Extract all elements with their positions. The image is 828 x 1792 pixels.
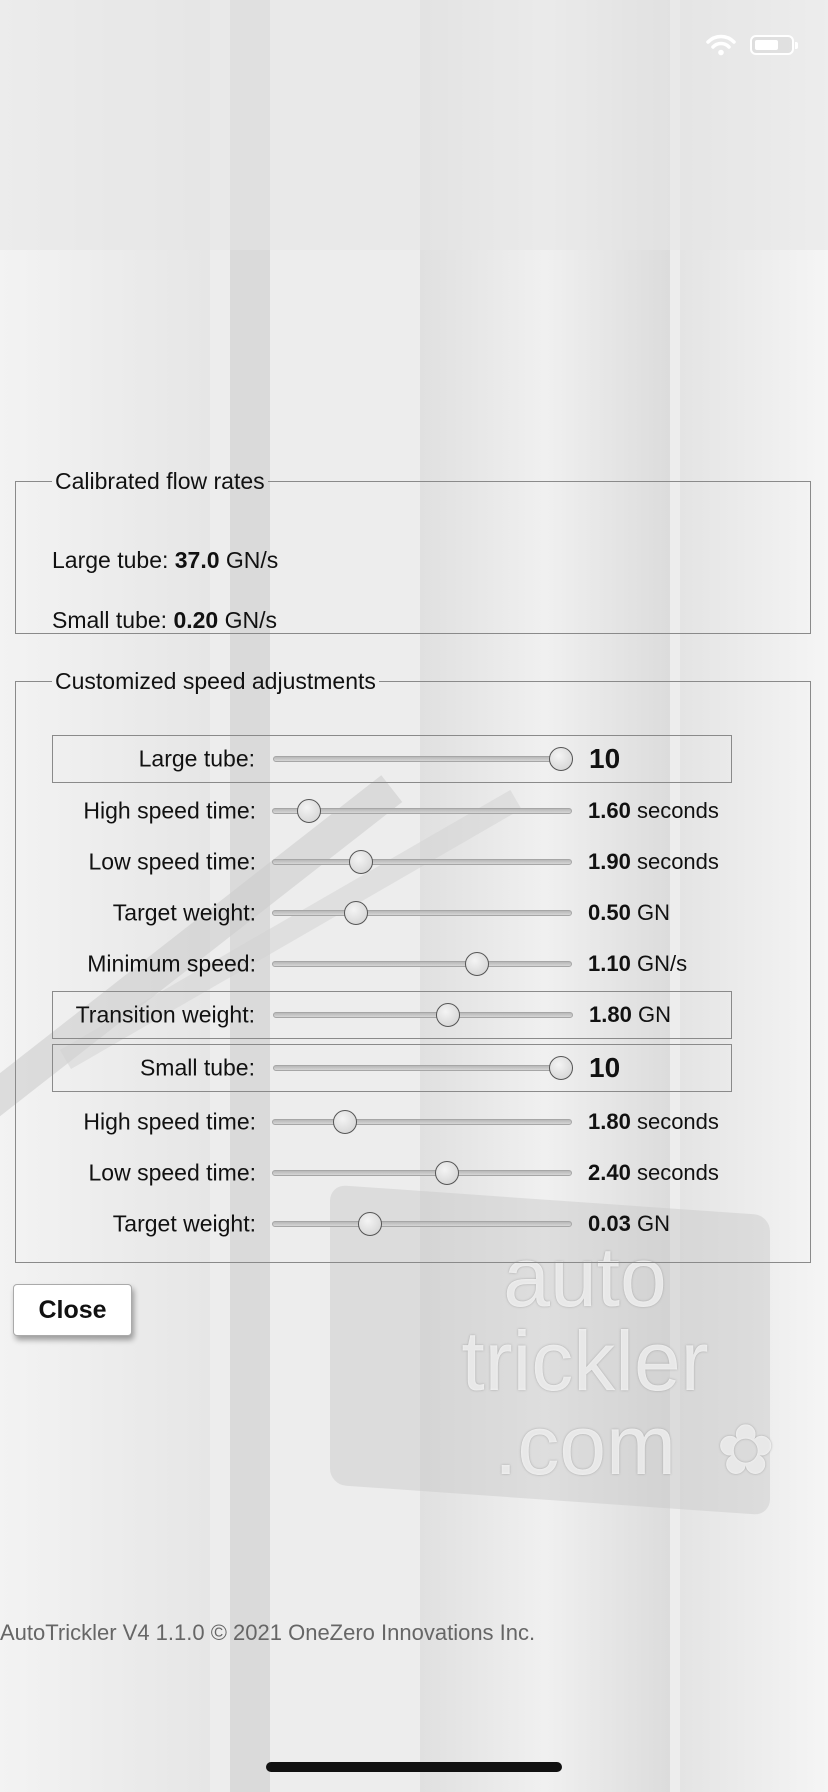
slider-track[interactable] (273, 756, 573, 762)
slider-value: 2.40 seconds (588, 1160, 719, 1185)
slider-label: Small tube: (139, 1054, 255, 1081)
slider-value: 1.60 seconds (588, 798, 719, 823)
speed-row (52, 735, 732, 783)
speed-row (52, 1044, 732, 1092)
slider-label: Low speed time: (88, 1159, 256, 1186)
close-button[interactable]: Close (13, 1284, 132, 1336)
slider-track[interactable] (272, 910, 572, 916)
slider-value: 0.03 GN (588, 1211, 670, 1236)
slider-thumb[interactable] (549, 1056, 573, 1080)
slider-label: Minimum speed: (87, 950, 256, 977)
small-tube-flow-rate: Small tube: 0.20 GN/s (52, 607, 277, 633)
slider-value: 1.10 GN/s (588, 951, 688, 976)
slider-label: Transition weight: (75, 1001, 255, 1028)
slider-thumb[interactable] (436, 1003, 460, 1027)
slider-track[interactable] (273, 1012, 573, 1018)
slider-label: High speed time: (83, 1108, 256, 1135)
battery-icon (750, 35, 794, 55)
slider-label: Large tube: (138, 745, 255, 772)
speed-row (52, 991, 732, 1039)
calibrated-flow-rates-group (15, 468, 811, 634)
speed-row (52, 1098, 732, 1146)
slider-thumb[interactable] (297, 799, 321, 823)
slider-value: 1.80 seconds (588, 1109, 719, 1134)
speed-adjustments-legend: Customized speed adjustments (55, 668, 376, 694)
speed-row (52, 838, 732, 886)
speed-row (52, 787, 732, 835)
slider-thumb[interactable] (465, 952, 489, 976)
slider-value: 10 (589, 743, 621, 774)
slider-label: Low speed time: (88, 848, 256, 875)
wifi-icon (706, 34, 736, 56)
slider-thumb[interactable] (358, 1212, 382, 1236)
slider-value: 1.80 GN (589, 1002, 671, 1027)
slider-track[interactable] (272, 1221, 572, 1227)
autotrickler-logo: auto trickler .com ✿ (461, 1230, 775, 1492)
slider-track[interactable] (272, 859, 572, 865)
slider-label: High speed time: (83, 797, 256, 824)
footer-copyright: AutoTrickler V4 1.1.0 © 2021 OneZero Innovations Inc. (0, 1620, 536, 1645)
status-bar (706, 34, 794, 56)
slider-thumb[interactable] (435, 1161, 459, 1185)
maple-leaf-icon: ✿ (716, 1411, 775, 1489)
slider-track[interactable] (272, 1170, 572, 1176)
slider-value: 10 (589, 1052, 621, 1083)
slider-label: Target weight: (112, 899, 256, 926)
speed-row (52, 889, 732, 937)
slider-thumb[interactable] (333, 1110, 357, 1134)
slider-track[interactable] (272, 1119, 572, 1125)
slider-track[interactable] (273, 1065, 573, 1071)
flow-rates-legend: Calibrated flow rates (55, 468, 265, 494)
home-indicator[interactable] (266, 1762, 562, 1772)
speed-row (52, 1149, 732, 1197)
slider-label: Target weight: (112, 1210, 256, 1237)
slider-thumb[interactable] (549, 747, 573, 771)
slider-value: 1.90 seconds (588, 849, 719, 874)
slider-thumb[interactable] (344, 901, 368, 925)
speed-row (52, 1200, 732, 1248)
slider-thumb[interactable] (349, 850, 373, 874)
slider-value: 0.50 GN (588, 900, 670, 925)
speed-row (52, 940, 732, 988)
speed-adjustments-group (15, 668, 811, 1263)
large-tube-flow-rate: Large tube: 37.0 GN/s (52, 547, 279, 573)
slider-track[interactable] (272, 961, 572, 967)
